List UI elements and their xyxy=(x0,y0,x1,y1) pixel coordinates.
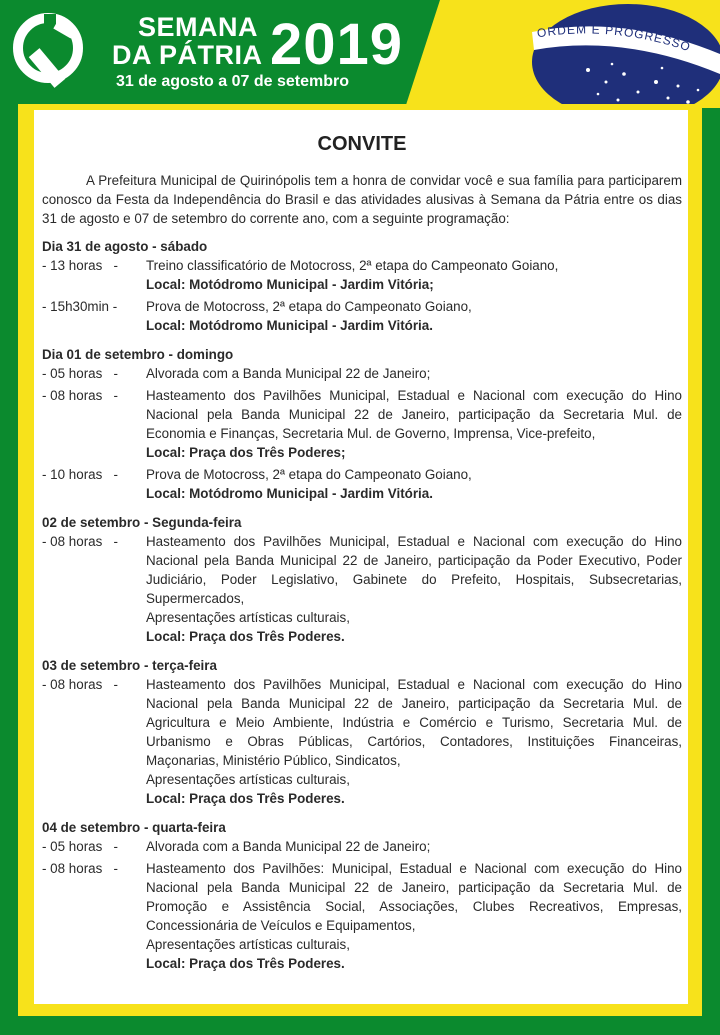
event-time: - 05 horas - xyxy=(42,366,118,381)
invitation-title: CONVITE xyxy=(317,133,407,155)
event-time: - 08 horas - xyxy=(42,861,118,876)
letter-q-logo-icon xyxy=(10,8,90,96)
event-description xyxy=(146,386,682,462)
event-time: - 08 horas - xyxy=(42,534,118,549)
event-description xyxy=(146,256,682,294)
event-text: Hasteamento dos Pavilhões Municipal, Estadual e Nacional com execução do Hino Nacional pela Banda Municipal 22 de Janeiro, participação da Secretaria Mul. de Economia e Finanças, Secretaria Mul. de Governo, Imprensa, Vice-prefeito, xyxy=(146,388,682,441)
title-line-2: DA PÁTRIA xyxy=(112,40,263,70)
event-time: - 15h30min - xyxy=(42,299,118,314)
event-description xyxy=(146,465,682,503)
schedule-event xyxy=(42,675,682,808)
event-text: Alvorada com a Banda Municipal 22 de Janeiro; xyxy=(146,366,431,381)
schedule-event xyxy=(42,837,682,856)
brazil-flag-globe-icon xyxy=(528,2,720,108)
event-text: Prova de Motocross, 2ª etapa do Campeonato Goiano, xyxy=(146,467,472,482)
schedule-event xyxy=(42,532,682,646)
event-year: 2019 xyxy=(270,12,404,77)
event-description xyxy=(146,675,682,808)
event-title xyxy=(108,12,438,102)
event-text: Alvorada com a Banda Municipal 22 de Janeiro; xyxy=(146,839,431,854)
title-line-1: SEMANA xyxy=(138,12,259,42)
event-description xyxy=(146,859,682,973)
schedule-event xyxy=(42,859,682,973)
schedule-event xyxy=(42,297,682,335)
event-location: Local: Motódromo Municipal - Jardim Vitória. xyxy=(146,486,433,501)
flag-motto: ORDEM E PROGRESSO xyxy=(536,22,693,55)
schedule-event xyxy=(42,256,682,294)
schedule-event xyxy=(42,465,682,503)
schedule-event xyxy=(42,364,682,383)
event-time: - 10 horas - xyxy=(42,467,118,482)
day-heading: Dia 31 de agosto - sábado xyxy=(42,239,208,254)
event-text: Prova de Motocross, 2ª etapa do Campeonato Goiano, xyxy=(146,299,472,314)
event-text: Hasteamento dos Pavilhões Municipal, Estadual e Nacional com execução do Hino Nacional pela Banda Municipal 22 de Janeiro, participação da Poder Executivo, Poder Judiciário, Poder Legislativo, Gabinete do Prefeito, Hospitais, Subsecretarias, Supermercados, xyxy=(146,534,682,606)
schedule xyxy=(42,237,682,973)
event-location: Local: Praça dos Três Poderes. xyxy=(146,956,345,971)
event-time: - 08 horas - xyxy=(42,388,118,403)
event-text: Hasteamento dos Pavilhões: Municipal, Estadual e Nacional com execução do Hino Nacional pela Banda Municipal 22 de Janeiro, participação da Secretaria Mul. de Promoção e Assistência Social, Associações, Clubes Recreativos, Empresas, Concessionária de Veículos e Equipamentos, xyxy=(146,861,682,933)
day-heading: 04 de setembro - quarta-feira xyxy=(42,820,226,835)
event-location: Local: Motódromo Municipal - Jardim Vitória. xyxy=(146,318,433,333)
header-banner xyxy=(0,0,720,108)
event-location: Local: Praça dos Três Poderes. xyxy=(146,791,345,806)
day-heading: Dia 01 de setembro - domingo xyxy=(42,347,234,362)
event-description xyxy=(146,297,682,335)
invitation-card xyxy=(34,110,688,1004)
event-location: Local: Motódromo Municipal - Jardim Vitória; xyxy=(146,277,434,292)
event-text: Treino classificatório de Motocross, 2ª etapa do Campeonato Goiano, xyxy=(146,258,559,273)
event-location: Local: Praça dos Três Poderes. xyxy=(146,629,345,644)
event-description xyxy=(146,837,682,856)
event-location: Local: Praça dos Três Poderes; xyxy=(146,445,346,460)
event-extra-text: Apresentações artísticas culturais, xyxy=(146,610,350,625)
event-time: - 05 horas - xyxy=(42,839,118,854)
event-description xyxy=(146,364,682,383)
event-extra-text: Apresentações artísticas culturais, xyxy=(146,937,350,952)
event-time: - 13 horas - xyxy=(42,258,118,273)
event-dates: 31 de agosto a 07 de setembro xyxy=(116,73,349,90)
event-extra-text: Apresentações artísticas culturais, xyxy=(146,772,350,787)
schedule-event xyxy=(42,386,682,462)
event-description xyxy=(146,532,682,646)
invitation-content xyxy=(42,132,682,973)
invitation-intro: A Prefeitura Municipal de Quirinópolis tem a honra de convidar você e sua família para participarem conosco da Festa da Independência do Brasil e das atividades alusivas à Semana da Pátria entre os dias 31 de agosto e 07 de setembro do corrente ano, com a seguinte programação: xyxy=(42,173,682,226)
day-heading: 03 de setembro - terça-feira xyxy=(42,658,217,673)
event-time: - 08 horas - xyxy=(42,677,118,692)
day-heading: 02 de setembro - Segunda-feira xyxy=(42,515,242,530)
event-text: Hasteamento dos Pavilhões Municipal, Estadual e Nacional com execução do Hino Nacional pela Banda Municipal 22 de Janeiro, participação da Secretaria Mul. de Agricultura e Meio Ambiente, Indústria e Comércio e Turismo, Secretaria Mul. de Urbanismo e Obras Públicas, Cartórios, Contadores, Instituições Financeiras, Maçonarias, Ministério Público, Sindicatos, xyxy=(146,677,682,768)
